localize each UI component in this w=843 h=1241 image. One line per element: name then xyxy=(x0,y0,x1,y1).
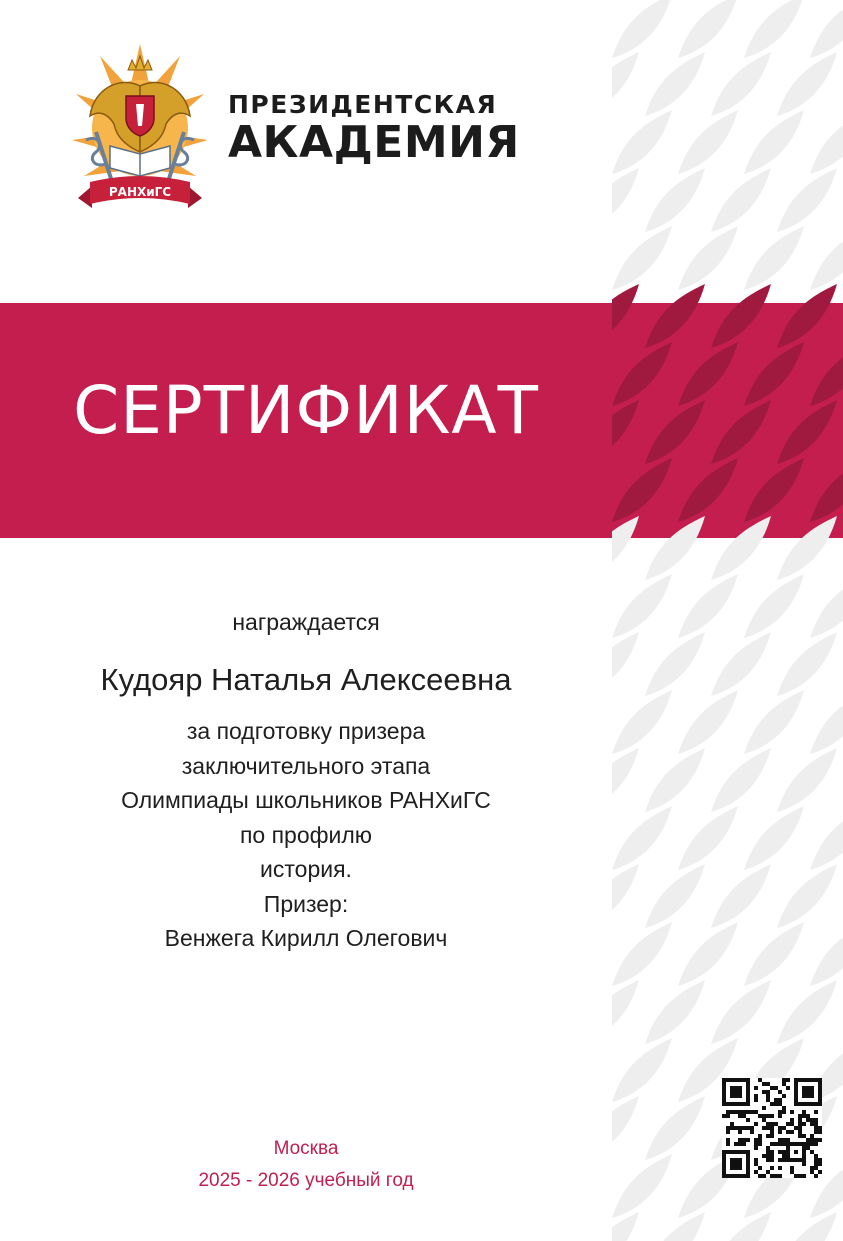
pattern-leaf xyxy=(810,226,843,290)
pattern-leaf xyxy=(810,922,843,986)
pattern-leaf xyxy=(612,748,639,812)
pattern-leaf xyxy=(645,864,705,928)
footer-year: 2025 - 2026 учебный год xyxy=(198,1170,414,1191)
academy-logo xyxy=(70,36,210,220)
reason-line: за подготовку призера xyxy=(186,718,426,744)
pattern-leaf xyxy=(744,226,804,290)
pattern-leaf xyxy=(744,922,804,986)
brand-line-1: ПРЕЗИДЕНТСКАЯ xyxy=(228,90,498,119)
pattern-graphic xyxy=(612,0,843,1241)
pattern-leaf xyxy=(678,226,738,290)
pattern-leaf xyxy=(810,806,843,870)
pattern-leaf xyxy=(777,168,837,232)
eagle-emblem-icon xyxy=(70,36,210,220)
decorative-pattern-strip xyxy=(612,0,843,1241)
pattern-leaf xyxy=(612,632,639,696)
pattern-leaf xyxy=(678,690,738,754)
pattern-leaf xyxy=(744,690,804,754)
pattern-leaf xyxy=(612,980,639,1044)
pattern-leaf xyxy=(645,1096,705,1160)
pattern-leaf xyxy=(810,574,843,638)
brand-wordmark xyxy=(228,90,520,168)
recipient-name: Кудояр Наталья Алексеевна xyxy=(100,662,512,697)
pattern-leaf xyxy=(744,110,804,174)
reason-line: заключительного этапа xyxy=(181,752,431,779)
footer-city: Москва xyxy=(273,1138,339,1159)
pattern-leaf xyxy=(645,52,705,116)
pattern-leaf xyxy=(810,110,843,174)
qr-code[interactable] xyxy=(722,1078,822,1178)
pattern-leaf xyxy=(678,806,738,870)
pattern-leaf xyxy=(612,864,639,928)
pattern-leaf xyxy=(612,574,672,638)
pattern-leaf xyxy=(612,110,672,174)
qr-code-icon xyxy=(722,1078,822,1178)
brand-line-2: АКАДЕМИЯ xyxy=(228,117,520,168)
pattern-leaf xyxy=(645,1212,705,1241)
pattern-leaf xyxy=(678,574,738,638)
reason-line: Венжега Кирилл Олегович xyxy=(164,925,448,951)
pattern-leaf xyxy=(612,1154,672,1218)
pattern-leaf xyxy=(777,980,837,1044)
pattern-leaf xyxy=(612,922,672,986)
pattern-leaf xyxy=(612,806,672,870)
pattern-leaf xyxy=(711,864,771,928)
pattern-leaf xyxy=(744,574,804,638)
pattern-leaf xyxy=(744,0,804,58)
reason-line: история. xyxy=(260,856,352,882)
pattern-leaf xyxy=(678,922,738,986)
certificate-body xyxy=(0,606,612,956)
pattern-leaf xyxy=(612,168,639,232)
pattern-leaf xyxy=(678,110,738,174)
pattern-leaf xyxy=(612,52,639,116)
pattern-leaf xyxy=(777,632,837,696)
reason-line: Призер: xyxy=(263,890,349,917)
pattern-leaf xyxy=(711,980,771,1044)
pattern-leaf xyxy=(612,690,672,754)
pattern-leaf xyxy=(645,168,705,232)
pattern-leaf xyxy=(711,168,771,232)
pattern-leaf xyxy=(711,632,771,696)
awarded-label: награждается xyxy=(232,609,380,635)
pattern-leaf xyxy=(711,1212,771,1241)
pattern-leaf xyxy=(810,690,843,754)
pattern-leaf xyxy=(645,632,705,696)
pattern-leaf xyxy=(612,226,672,290)
pattern-leaf xyxy=(810,0,843,58)
pattern-leaf xyxy=(777,1212,837,1241)
pattern-leaf xyxy=(711,52,771,116)
pattern-leaf xyxy=(612,0,672,58)
pattern-leaf xyxy=(645,748,705,812)
pattern-leaf xyxy=(612,1038,672,1102)
pattern-leaf xyxy=(744,806,804,870)
reason-line: по профилю xyxy=(239,821,373,848)
pattern-leaf xyxy=(645,980,705,1044)
logo-ribbon-text: РАНХиГС xyxy=(108,185,172,199)
pattern-leaf xyxy=(711,748,771,812)
pattern-leaf xyxy=(777,52,837,116)
award-reason xyxy=(0,714,612,956)
certificate-title: СЕРТИФИКАТ xyxy=(73,372,539,449)
pattern-leaf xyxy=(612,1096,639,1160)
pattern-leaf xyxy=(777,748,837,812)
pattern-leaf xyxy=(777,864,837,928)
pattern-leaf xyxy=(678,0,738,58)
reason-line: Олимпиады школьников РАНХиГС xyxy=(121,787,491,813)
certificate-footer xyxy=(0,1133,612,1197)
